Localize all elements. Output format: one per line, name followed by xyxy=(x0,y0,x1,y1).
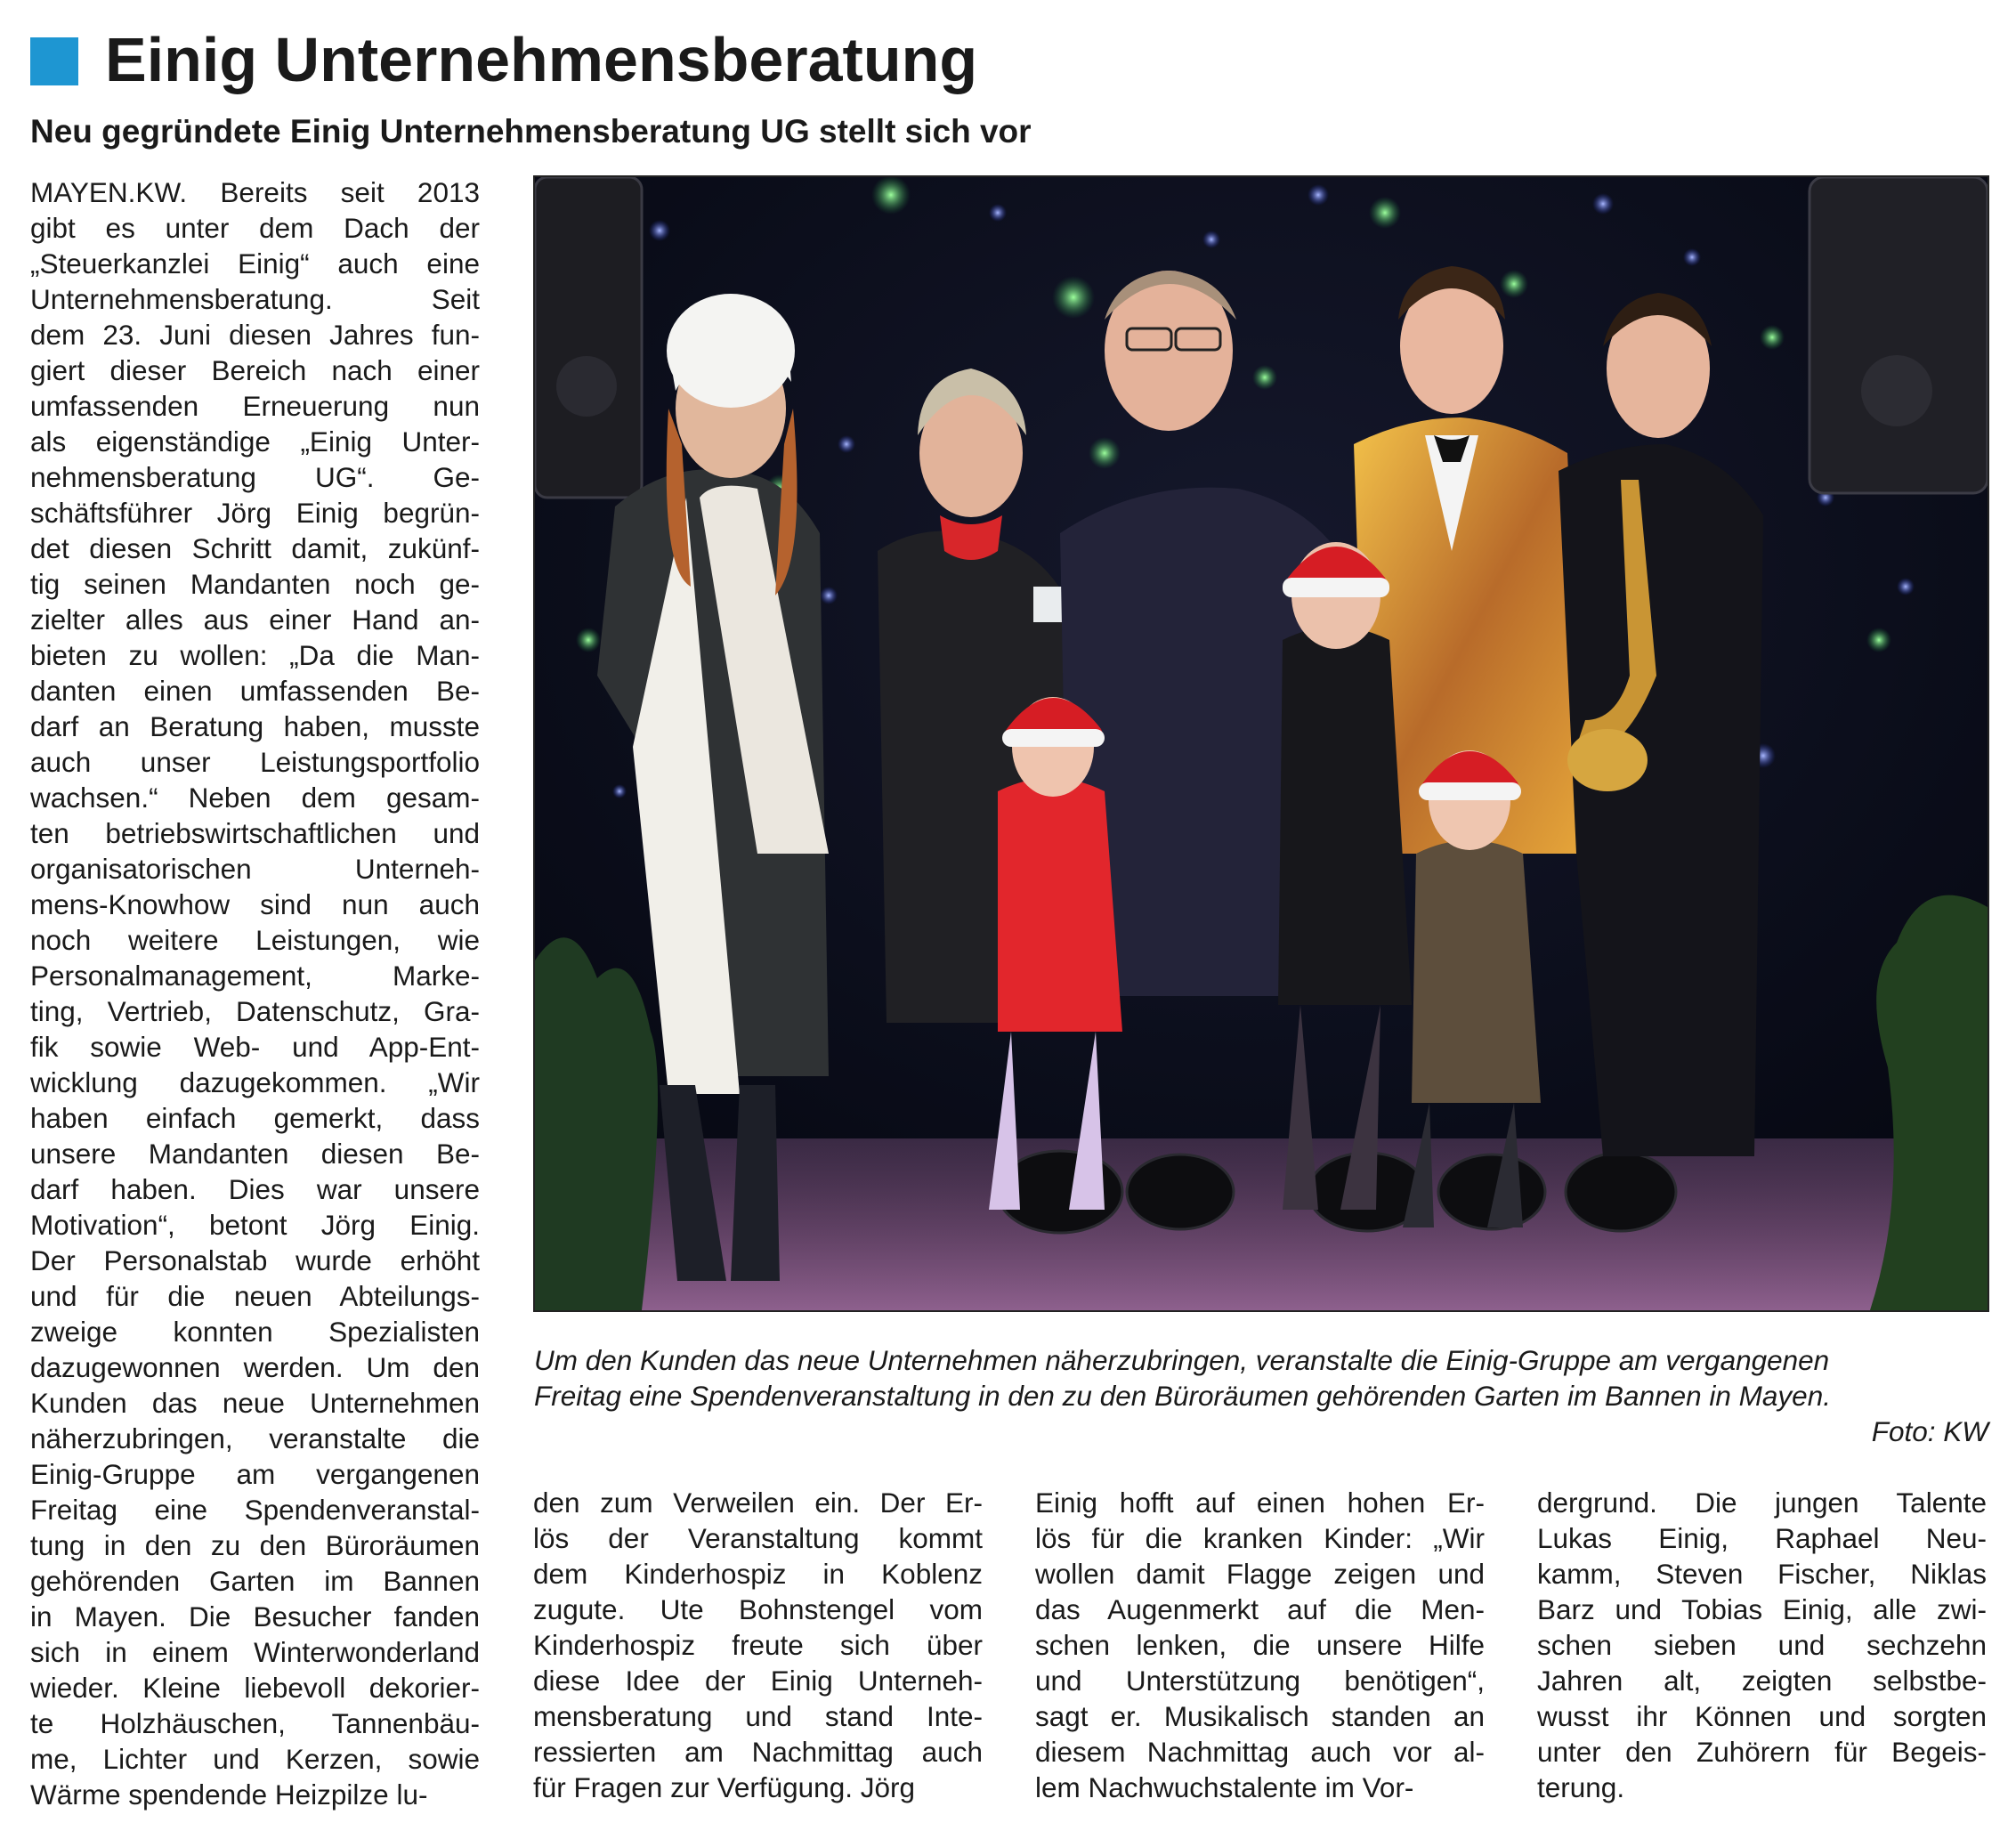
article-text-line: dem 23. Juni diesen Jahres fun- xyxy=(30,319,480,351)
article-text-line: Einig hofft auf einen hohen Er- xyxy=(1035,1487,1485,1519)
article-text-line: Personalmanagement, Marke- xyxy=(30,960,480,992)
article-text-line: te Holzhäuschen, Tannenbäu- xyxy=(30,1707,480,1739)
article-text-line: Kunden das neue Unternehmen xyxy=(30,1387,480,1419)
article-text-line: für Fragen zur Verfügung. Jörg xyxy=(533,1771,915,1803)
article-text-line: ting, Vertrieb, Datenschutz, Gra- xyxy=(30,995,480,1027)
article-text-line: organisatorischen Unterneh- xyxy=(30,853,480,885)
article-text-line: wieder. Kleine liebevoll dekorier- xyxy=(30,1672,480,1704)
article-text-line: zielter alles aus einer Hand an- xyxy=(30,604,480,636)
article-text-line: kamm, Steven Fischer, Niklas xyxy=(1537,1558,1987,1590)
article-text-line: zweige konnten Spezialisten xyxy=(30,1316,480,1348)
article-text-line: wachsen.“ Neben dem gesam- xyxy=(30,782,480,814)
article-text-line: haben einfach gemerkt, dass xyxy=(30,1102,480,1134)
article-text-line: unter den Zuhörern für Begeis- xyxy=(1537,1736,1987,1768)
article-text-line: gibt es unter dem Dach der xyxy=(30,212,480,244)
article-text-line: wicklung dazugekommen. „Wir xyxy=(30,1066,480,1098)
article-text-line: unsere Mandanten diesen Be- xyxy=(30,1138,480,1170)
article-title: Einig Unternehmensberatung xyxy=(105,25,978,94)
article-column-2 xyxy=(533,1485,983,1805)
article-column-4 xyxy=(1537,1485,1987,1805)
article-subtitle: Neu gegründete Einig Unternehmensberatung UG stellt sich vor xyxy=(30,113,1032,150)
article-text-line: Freitag eine Spendenveranstal- xyxy=(30,1494,480,1526)
article-text-line: darf an Beratung haben, musste xyxy=(30,710,480,742)
article-text-line: mensberatung und stand Inte- xyxy=(533,1700,983,1732)
article-text-line: MAYEN.KW. Bereits seit 2013 xyxy=(30,176,480,208)
article-photo xyxy=(533,175,1989,1312)
article-text-line: fik sowie Web- und App-Ent- xyxy=(30,1031,480,1063)
article-text-line: ten betriebswirtschaftlichen und xyxy=(30,817,480,849)
article-text-line: dergrund. Die jungen Talente xyxy=(1537,1487,1987,1519)
article-text-line: gehörenden Garten im Bannen xyxy=(30,1565,480,1597)
article-text-line: Jahren alt, zeigten selbstbe- xyxy=(1537,1665,1987,1697)
article-text-line: Unternehmensberatung. Seit xyxy=(30,283,480,315)
article-text-line: terung. xyxy=(1537,1771,1625,1803)
article-text-line: lem Nachwuchstalente im Vor- xyxy=(1035,1771,1414,1803)
article-text-line: diesem Nachmittag auch vor al- xyxy=(1035,1736,1485,1768)
article-text-line: tung in den zu den Büroräumen xyxy=(30,1529,480,1561)
article-text-line: und für die neuen Abteilungs- xyxy=(30,1280,480,1312)
article-text-line: Kinderhospiz freute sich über xyxy=(533,1629,983,1661)
article-text-line: wollen damit Flagge zeigen und xyxy=(1035,1558,1485,1590)
article-text-line: als eigenständige „Einig Unter- xyxy=(30,425,480,458)
article-text-line: mens-Knowhow sind nun auch xyxy=(30,888,480,920)
article-text-line: sagt er. Musikalisch standen an xyxy=(1035,1700,1485,1732)
article-text-line: det diesen Schritt damit, zukünf- xyxy=(30,532,480,564)
article-text-line: dazugewonnen werden. Um den xyxy=(30,1351,480,1383)
article-text-line: und Unterstützung benötigen“, xyxy=(1035,1665,1485,1697)
article-text-line: danten einen umfassenden Be- xyxy=(30,675,480,707)
article-column-3 xyxy=(1035,1485,1485,1805)
article-text-line: den zum Verweilen ein. Der Er- xyxy=(533,1487,983,1519)
caption-line-2: Freitag eine Spendenveranstaltung in den zu den Büroräumen gehörenden Garten im Bannen in Mayen. xyxy=(534,1380,1831,1412)
article-text-line: schen sieben und sechzehn xyxy=(1537,1629,1987,1661)
article-text-line: umfassenden Erneuerung nun xyxy=(30,390,480,422)
article-text-line: sich in einem Winterwonderland xyxy=(30,1636,480,1668)
article-text-line: lös für die kranken Kinder: „Wir xyxy=(1035,1522,1485,1554)
title-accent-square xyxy=(30,37,78,85)
article-text-line: zugute. Ute Bohnstengel vom xyxy=(533,1593,983,1625)
article-text-line: Motivation“, betont Jörg Einig. xyxy=(30,1209,480,1241)
article-text-line: schäftsführer Jörg Einig begrün- xyxy=(30,497,480,529)
article-text-line: Barz und Tobias Einig, alle zwi- xyxy=(1537,1593,1987,1625)
article-text-line: näherzubringen, veranstalte die xyxy=(30,1422,480,1454)
article-text-line: auch unser Leistungsportfolio xyxy=(30,746,480,778)
article-text-line: Der Personalstab wurde erhöht xyxy=(30,1244,480,1276)
article-text-line: darf haben. Dies war unsere xyxy=(30,1173,480,1205)
photo-credit: Foto: KW xyxy=(1871,1415,1988,1447)
article-text-line: Lukas Einig, Raphael Neu- xyxy=(1537,1522,1987,1554)
article-text-line: in Mayen. Die Besucher fanden xyxy=(30,1600,480,1633)
article-text-line: dem Kinderhospiz in Koblenz xyxy=(533,1558,983,1590)
article-text-line: „Steuerkanzlei Einig“ auch eine xyxy=(30,247,480,280)
article-text-line: Wärme spendende Heizpilze lu- xyxy=(30,1778,428,1811)
photo-caption xyxy=(534,1342,1988,1449)
article-column-1 xyxy=(30,174,480,1812)
article-text-line: me, Lichter und Kerzen, sowie xyxy=(30,1743,480,1775)
article-text-line: wusst ihr Können und sorgten xyxy=(1537,1700,1987,1732)
article-text-line: das Augenmerkt auf die Men- xyxy=(1035,1593,1485,1625)
article-text-line: tig seinen Mandanten noch ge- xyxy=(30,568,480,600)
article-text-line: nehmensberatung UG“. Ge- xyxy=(30,461,480,493)
article-text-line: noch weitere Leistungen, wie xyxy=(30,924,480,956)
article-text-line: lös der Veranstaltung kommt xyxy=(533,1522,983,1554)
caption-line-1: Um den Kunden das neue Unternehmen näherzubringen, veranstalte die Einig-Gruppe am vergangenen xyxy=(534,1344,1830,1376)
article-text-line: Einig-Gruppe am vergangenen xyxy=(30,1458,480,1490)
article-text-line: schen lenken, die unsere Hilfe xyxy=(1035,1629,1485,1661)
article-text-line: bieten zu wollen: „Da die Man- xyxy=(30,639,480,671)
article-text-line: giert dieser Bereich nach einer xyxy=(30,354,480,386)
article-text-line: ressierten am Nachmittag auch xyxy=(533,1736,983,1768)
article-text-line: diese Idee der Einig Unterneh- xyxy=(533,1665,983,1697)
